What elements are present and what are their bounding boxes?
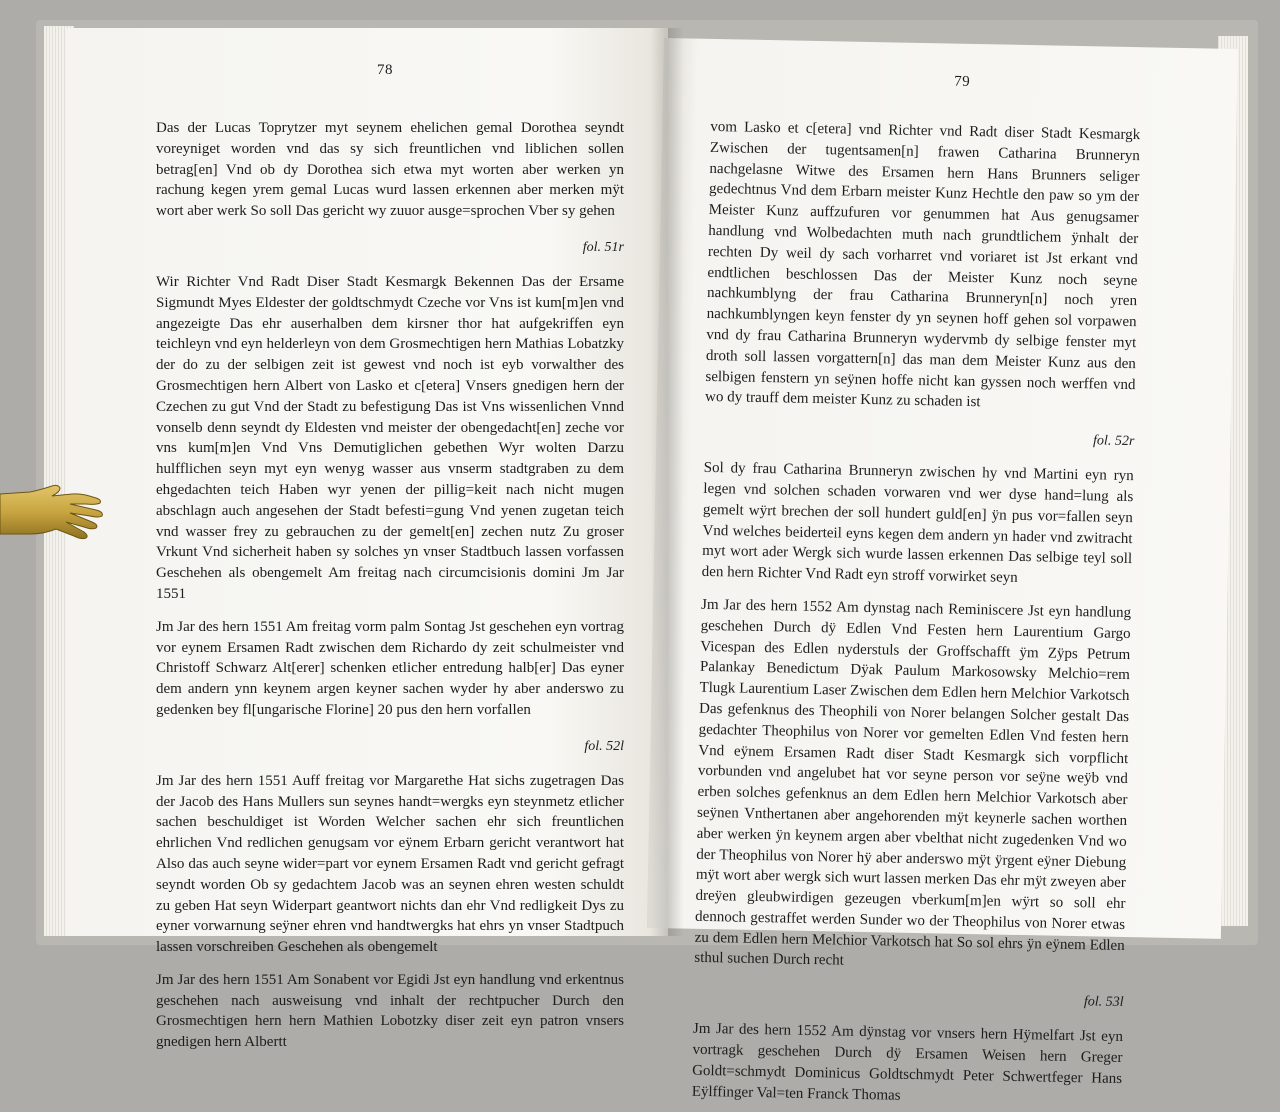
entry-paragraph: vom Lasko et c[etera] vnd Richter vnd Radt diser Stadt Kesmargk Zwischen der tugentsamen[n] frawen Catharina Brunneryn nachgelasne Witwe des Ersamen hern Hans Brunners seliger gedechtnus Vnd dem Erbarn meister Kunz Hechtle den paw so ym der Meister Kunz auffzufuren vor genummen hat Aus genugsamer handlung vnd Wolbedachten muth nach grundtlichem ÿnhalt der rechten Dy weil dy sach vorharret vnd voriaret ist Jst erkant vnd endtlichen beschlossen Das der Meister Kunz noch seyne nachkumblyng der frau Catharina Brunneryn[n] noch yren nachkumblyngen keyn fenster dy yn seynen hoff gehen sol vorpawen vnd dy frau Catharina Brunneryn wydervmb dy selbige fenster myt droth soll lassen vorgattern[n] das man dem Meister Kunz aus den selbigen fenstern yn seÿnen hoffe nicht kan gyssen noch werffen vnd wo dy trauff dem meister Kunz zu schaden ist xyxy=(704,118,1141,411)
book-spine-shadow xyxy=(650,28,684,936)
left-page-number: 78 xyxy=(377,62,393,78)
folio-marker: fol. 52r xyxy=(1092,433,1135,450)
right-page-number: 79 xyxy=(954,73,971,90)
folio-marker: fol. 51r xyxy=(582,239,624,255)
entry-paragraph: Wir Richter Vnd Radt Diser Stadt Kesmargk Bekennen Das der Ersame Sigmundt Myes Eldester der goldtschmydt Czeche vor Vns ist kum[m]en vnd angezeigte Das ehr auserhalben dem kirsner thor hat aufgekriffen eyn teichleyn vnd eyn helderleyn von dem Grosmechtigen hern Mathias Lobatzky der do zu der selbigen zeit ist gewest vnd noch ist eyb vorwalther des Grosmechtigen hern Albert von Lasko et c[etera] Vnsers gnedigen hern der Czechen zu gut Vnd der Stadt zu befestigung Das ist Vns wissenlichen Vnnd vonselb denn seyndt dy Eldesten vnd meister der obengedacht[en] zeche vor vns kum[m]en Vnd Vns Demutiglichen gebethen Wyr wolten Darzu hulfflichen seyn myt eyn wenyg wasser aus vnserm stadtgraben zu dem ehgedachten teich Haben wyr yenen der pillig=keit nach nicht mugen abschlagn auch angesehen der Stadt befesti=gung Vnd yenen zugetan teich vnd wasser frey zu gebrauchen zu der gemelt[en] zechen nutz Zu groser Vrkunt Vnd sicherheit haben sy solches yn vnser Stadtbuch lassen vorfassen Geschehen als obengemelt Am freitag nach circumcisionis domini Jm Jar 1551 xyxy=(156,273,624,602)
entry-paragraph: Sol dy frau Catharina Brunneryn zwischen hy vnd Martini eyn ryn legen vnd solchen schaden vorwaren vnd wer dyse hand=lung als gemelt wÿrt brechen der soll hundert guld[en] ÿn pus vor=fallen seyn Vnd welches beiderteil eyns kegen dem andern yn hader vnd zwitracht myt wort ader Wergk sich wurde lassen erkennen Das selbige teyl soll den hern Richter Vnd Radt eyn stroff vorwirket seyn xyxy=(701,460,1134,587)
entry-paragraph: Jm Jar des hern 1551 Am Sonabent vor Egidi Jst eyn handlung vnd erkentnus geschehen nach ausweisung vnd inhalt der rechtpucher Durch den Grosmechtigen hern hern Mathien Lobotzky diser zeit eyn patron vnsers gnedigen hern Albertt xyxy=(156,971,624,1051)
right-page xyxy=(647,38,1238,1104)
entry-paragraph: Jm Jar des hern 1551 Auff freitag vor Margarethe Hat sichs zugetragen Das der Jacob des Hans Mullers sun seynes handt=wergks eyn steynmetz etlicher sachen beschuldiget ist Worden Welcher sachen ehr sich freuntlichen ehrlichen Vnd redlichen genugsam vor eÿnem Erbarn gericht verantwort hat Also das auch seyne wider=part vor eynem Ersamen Radt vnd gericht gefragt seyndt worden Ob sy gedachtem Jacob was an seynen ehren westen schuldt zu geben Hat seyn Widerpart geantwort nichts dan ehr Vnd redligkeit Dys zu eyner vorwarnung seÿner ehren vnd handtwergks hat ehrs yn vnser Stadtpuch lassen vorschreiben Geschehen als obengemelt xyxy=(156,772,624,956)
entry-paragraph: Jm Jar des hern 1552 Am dÿnstag vor vnsers hern Hÿmelfart Jst eyn vortragk geschehen Durch dÿ Ersamen Weisen hern Greger Goldt=schmydt Dominicus Goldtschmydt Peter Schwertfeger Hans Eÿlffinger Val=ten Franck Thomas xyxy=(691,1021,1124,1104)
left-page xyxy=(66,28,668,1051)
entry-paragraph: Jm Jar des hern 1552 Am dynstag nach Reminiscere Jst eyn handlung geschehen Durch dÿ Edlen Vnd Festen hern Laurentium Gargo Vicespan des Edlen nyderstuls der Groffschafft ÿm Zÿps Petrum Palankay Benedictum Dÿak Paulum Markosowsky Melchio=rem Tlugk Laurentium Laser Zwischen dem Edlen hern Melchior Varkotsch Das gefenknus des Theophili von Norer belangen Solcher gestalt Das gedachter Theophilus von Norer vor gemelten Edlen Vnd festen hern Vnd eÿnem Ersamen Radt diser Stadt Kesmargk sich vorpflicht vorbunden vnd angelubet hat vor seyne person vor seÿne weÿb vnd erben solches gefenknus an dem Edlen hern Melchior Varkotsch aber seÿnen Vnthertanen aber angehorenden mÿt keynerle sachen worthen aber werken ÿn keynem argen aber vbelthat nicht zugedenken Vnd wo der Theophilus von Norer hÿ aber anderswo mÿt ÿrgent eÿner Diebung mÿt wort aber wergk sich wurt lassen merken Das ehr mÿt zweyen aber dreÿen gleubwirdigen gezeugen vberkum[m]en wÿrt so soll ehr dennoch gestraffet werden Sunder wo der Theophilus von Norer etwas zu dem Edlen hern Melchior Varkotsch hat So sol ehrs ÿn eÿnem Edlen sthul suchen Durch recht xyxy=(694,596,1132,970)
entry-paragraph: Jm Jar des hern 1551 Am freitag vorm palm Sontag Jst geschehen eyn vortrag vor eynem Ersamen Radt zwischen dem Richardo dy zeit schulmeister vnd Christoff Schwarz Alt[erer] schenken etlicher entredung halb[er] Das eyner dem andern ynn keynem argen keyner sachen wyder hy aber anderswo zu gedenken bey fl[ungarische Florine] 20 pus den hern vorfallen xyxy=(156,618,624,718)
entry-paragraph: Das der Lucas Toprytzer myt seynem ehelichen gemal Dorothea seyndt voreyniget worden vnd das sy sich freuntlichen vnd liblichen sollen betrag[en] Vnd ob dy Dorothea sich etwa myt worten aber werken yn rachung kegen yrem gemal Lucas wurd lassen erkennen aber merken mÿt wort aber werk So soll Das gericht wy zuuor ausge=sprochen Vber sy gehen xyxy=(156,120,624,220)
page-holder-hand-icon xyxy=(0,476,110,556)
folio-marker: fol. 52l xyxy=(584,738,624,754)
folio-marker: fol. 53l xyxy=(1083,994,1124,1011)
